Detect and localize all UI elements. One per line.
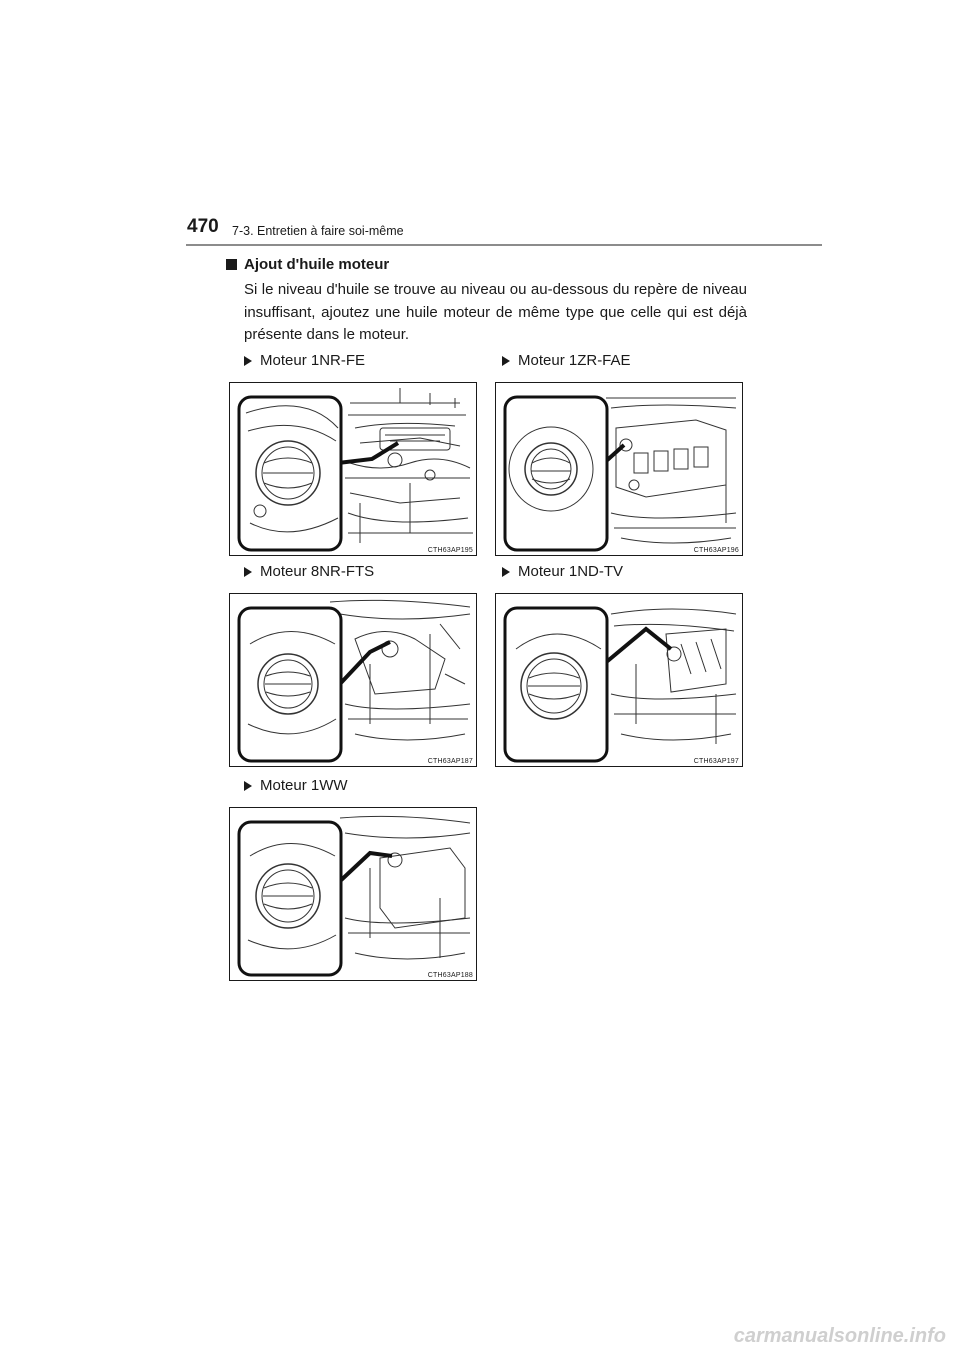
header-divider xyxy=(186,244,822,246)
triangle-bullet-icon xyxy=(244,781,252,791)
figure-caption-1ww xyxy=(244,777,348,794)
triangle-bullet-icon xyxy=(244,356,252,366)
figure-code: CTH63AP188 xyxy=(427,972,473,979)
engine-oil-cap-drawing xyxy=(230,594,476,766)
engine-oil-cap-drawing xyxy=(230,808,476,980)
figure-caption-1nr-fe xyxy=(244,352,365,369)
engine-illustration-1nr-fe xyxy=(229,382,477,556)
engine-illustration-8nr-fts xyxy=(229,593,477,767)
figure-code: CTH63AP196 xyxy=(693,547,739,554)
triangle-bullet-icon xyxy=(502,567,510,577)
figure-code: CTH63AP195 xyxy=(427,547,473,554)
section-heading xyxy=(226,256,389,273)
heading-text: Ajout d'huile moteur xyxy=(244,256,390,273)
figure-caption-8nr-fts xyxy=(244,563,374,580)
footer-watermark: carmanualsonline.info xyxy=(733,1325,946,1347)
caption-text: Moteur 8NR-FTS xyxy=(260,563,375,580)
section-title: 7-3. Entretien à faire soi-même xyxy=(232,224,404,238)
engine-illustration-1ww xyxy=(229,807,477,981)
caption-text: Moteur 1ZR-FAE xyxy=(518,352,631,369)
engine-oil-cap-drawing xyxy=(230,383,476,555)
caption-text: Moteur 1ND-TV xyxy=(518,563,624,580)
figure-code: CTH63AP197 xyxy=(693,758,739,765)
engine-oil-cap-drawing xyxy=(496,383,742,555)
engine-oil-cap-drawing xyxy=(496,594,742,766)
square-bullet-icon xyxy=(226,259,237,270)
engine-illustration-1zr-fae xyxy=(495,382,743,556)
triangle-bullet-icon xyxy=(502,356,510,366)
figure-caption-1nd-tv xyxy=(502,563,623,580)
figure-caption-1zr-fae xyxy=(502,352,631,369)
caption-text: Moteur 1NR-FE xyxy=(260,352,366,369)
figure-code: CTH63AP187 xyxy=(427,758,473,765)
triangle-bullet-icon xyxy=(244,567,252,577)
page-number: 470 xyxy=(187,216,219,237)
body-paragraph: Si le niveau d'huile se trouve au niveau ou au-dessous du repère de niveau insuffisant, ajoutez une huile moteur de même type que celle qui est déjà présente dans le moteur. xyxy=(244,281,747,343)
caption-text: Moteur 1WW xyxy=(260,777,348,794)
engine-illustration-1nd-tv xyxy=(495,593,743,767)
